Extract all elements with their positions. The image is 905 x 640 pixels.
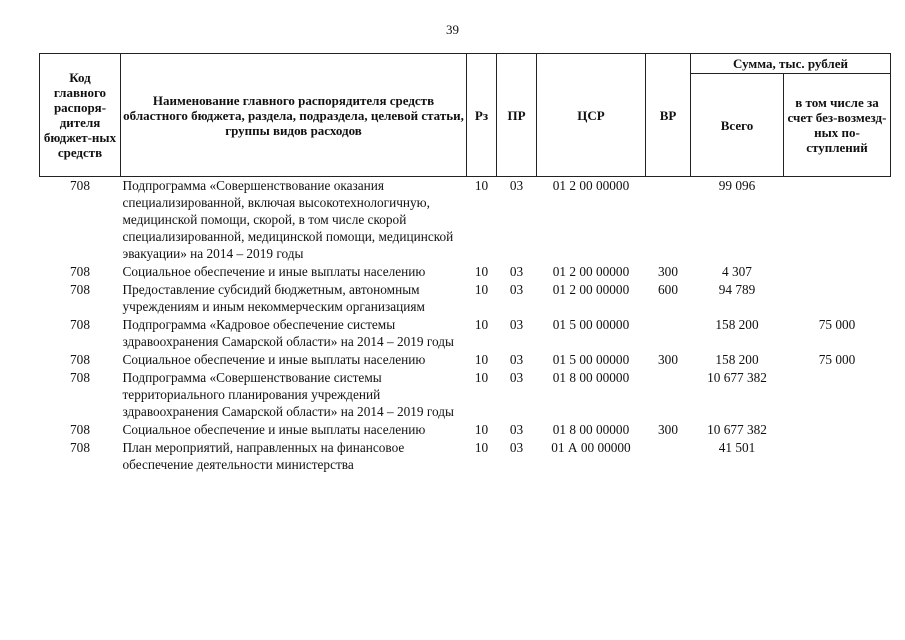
vr-cell: 300: [658, 352, 678, 367]
code-cell: 708: [70, 178, 90, 193]
total-cell: 99 096: [718, 178, 756, 193]
name-cell: Социальное обеспечение и иные выплаты населению: [122, 264, 426, 279]
vr-cell: 300: [658, 422, 678, 437]
csr-cell: 01 5 00 00000: [552, 352, 630, 367]
grants-cell: [784, 177, 891, 264]
csr-cell: 01 8 00 00000: [552, 370, 630, 385]
grants-cell: [784, 421, 891, 439]
rz-cell: 10: [474, 422, 489, 437]
table-row: [40, 439, 891, 474]
header-vr: ВР: [646, 54, 691, 177]
pr-cell: 03: [509, 264, 524, 279]
name-cell: Социальное обеспечение и иные выплаты населению: [122, 352, 426, 367]
header-rz: Рз: [467, 54, 497, 177]
code-cell: 708: [70, 264, 90, 279]
pr-cell: 03: [509, 440, 524, 455]
table-header: [40, 54, 891, 177]
grants-cell: [784, 439, 891, 474]
csr-cell: 01 2 00 00000: [552, 264, 630, 279]
header-pr: ПР: [497, 54, 537, 177]
total-cell: 94 789: [718, 282, 756, 297]
total-cell: 158 200: [715, 352, 759, 367]
code-cell: 708: [70, 282, 90, 297]
grants-cell: [784, 263, 891, 281]
grants-cell: 75 000: [818, 352, 856, 367]
csr-cell: 01 2 00 00000: [552, 282, 630, 297]
table-row: [40, 351, 891, 369]
rz-cell: 10: [474, 352, 489, 367]
table-row: [40, 316, 891, 351]
csr-cell: 01 А 00 00000: [551, 440, 631, 455]
rz-cell: 10: [474, 178, 489, 193]
table-row: [40, 263, 891, 281]
name-cell: Подпрограмма «Кадровое обеспечение системы здравоохранения Самарской области» на 2014 – 2019 годы: [122, 317, 454, 349]
header-csr: ЦСР: [537, 54, 646, 177]
pr-cell: 03: [509, 422, 524, 437]
pr-cell: 03: [509, 178, 524, 193]
name-cell: Подпрограмма «Совершенствование оказания специализированной, включая высокотехнологичную, медицинской помощи, скорой, в том числе скорой специализированной, медицинской помощи, медицинской эвакуации» на 2014 – 2019 годы: [122, 178, 454, 261]
name-cell: Социальное обеспечение и иные выплаты населению: [122, 422, 426, 437]
header-grants: в том числе за счет без-возмезд-ных по-ступлений: [784, 74, 891, 177]
code-cell: 708: [70, 317, 90, 332]
code-cell: 708: [70, 422, 90, 437]
header-total: Всего: [691, 74, 784, 177]
header-sum-group: Сумма, тыс. рублей: [691, 54, 891, 74]
total-cell: 41 501: [718, 440, 756, 455]
table-row: [40, 369, 891, 421]
table-body: [40, 177, 891, 475]
total-cell: 4 307: [722, 264, 752, 279]
table-row: [40, 421, 891, 439]
vr-cell: [646, 439, 691, 474]
vr-cell: [646, 316, 691, 351]
code-cell: 708: [70, 352, 90, 367]
table-row: [40, 281, 891, 316]
rz-cell: 10: [474, 317, 489, 332]
rz-cell: 10: [474, 440, 489, 455]
grants-cell: 75 000: [818, 317, 856, 332]
grants-cell: [784, 369, 891, 421]
total-cell: 10 677 382: [707, 370, 767, 385]
header-name: Наименование главного распорядителя средств областного бюджета, раздела, подраздела, целевой статьи, группы видов расходов: [121, 54, 467, 177]
total-cell: 158 200: [715, 317, 759, 332]
pr-cell: 03: [509, 352, 524, 367]
header-code: Код главного распоря-дителя бюджет-ных средств: [40, 54, 121, 177]
vr-cell: 300: [658, 264, 678, 279]
grants-cell: [784, 281, 891, 316]
total-cell: 10 677 382: [707, 422, 767, 437]
code-cell: 708: [70, 370, 90, 385]
name-cell: Предоставление субсидий бюджетным, автономным учреждениям и иным некоммерческим организациям: [122, 282, 425, 314]
name-cell: План мероприятий, направленных на финансовое обеспечение деятельности министерства: [122, 440, 405, 472]
pr-cell: 03: [509, 370, 524, 385]
csr-cell: 01 8 00 00000: [552, 422, 630, 437]
rz-cell: 10: [474, 282, 489, 297]
code-cell: 708: [70, 440, 90, 455]
csr-cell: 01 5 00 00000: [552, 317, 630, 332]
csr-cell: 01 2 00 00000: [552, 178, 630, 193]
vr-cell: [646, 369, 691, 421]
rz-cell: 10: [474, 264, 489, 279]
vr-cell: [646, 177, 691, 264]
pr-cell: 03: [509, 317, 524, 332]
budget-table: [39, 53, 891, 474]
rz-cell: 10: [474, 370, 489, 385]
name-cell: Подпрограмма «Совершенствование системы территориального планирования учреждений здравоохранения Самарской области» на 2014 – 2019 годы: [122, 370, 454, 419]
pr-cell: 03: [509, 282, 524, 297]
table-row: [40, 177, 891, 264]
vr-cell: 600: [658, 282, 678, 297]
page-number: 39: [446, 22, 459, 37]
